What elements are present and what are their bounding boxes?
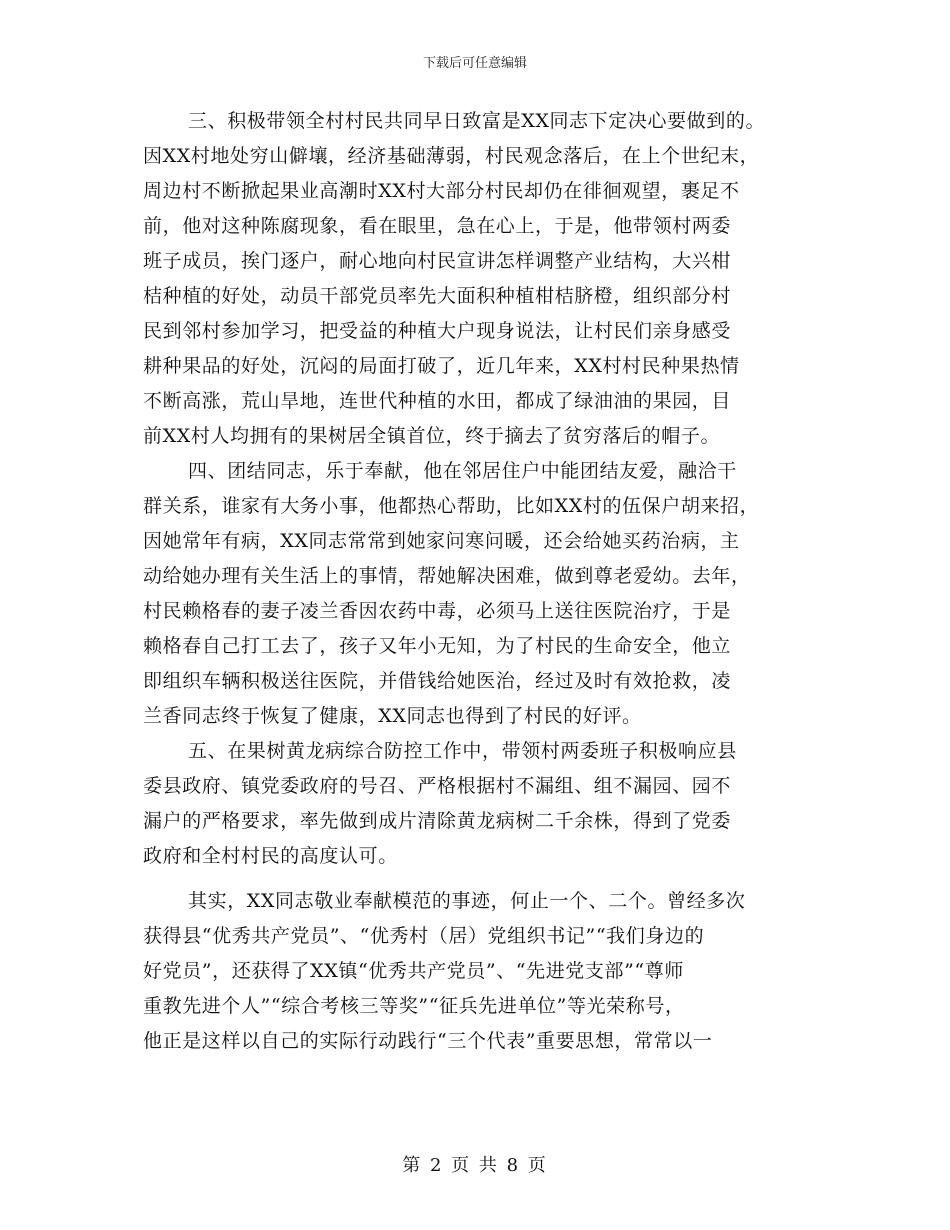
text-line: 前，他对这种陈腐现象，看在眼里，急在心上，于是，他带领村两委	[143, 215, 732, 237]
text-line: 委县政府、镇党委政府的号召、严格根据村不漏组、组不漏园、园不	[143, 775, 732, 797]
text-line: 不断高涨，荒山旱地，连世代种植的水田，都成了绿油油的果园，目	[143, 390, 732, 412]
document-body	[143, 104, 833, 1059]
paragraph-4	[143, 454, 833, 734]
text-line: 三、积极带领全村村民共同早日致富是XX同志下定决心要做到的。	[188, 110, 766, 132]
text-line: 他正是这样以自己的实际行动践行“三个代表”重要思想，常常以一	[143, 1030, 713, 1052]
text-line: 四、团结同志，乐于奉献，他在邻居住户中能团结友爱，融洽干	[188, 460, 737, 482]
text-line: 兰香同志终于恢复了健康，XX同志也得到了村民的好评。	[143, 705, 642, 727]
text-line: 赖格春自己打工去了，孩子又年小无知，为了村民的生命安全，他立	[143, 635, 732, 657]
text-line: 群关系，谁家有大务小事，他都热心帮助，比如XX村的伍保户胡来招，	[143, 495, 760, 517]
paragraph-5	[143, 734, 833, 874]
text-line: 获得县“优秀共产党员”、“优秀村（居）党组织书记”“我们身边的	[143, 925, 705, 947]
text-line: 动给她办理有关生活上的事情，帮她解决困难，做到尊老爱幼。去年，	[143, 565, 751, 587]
page-footer: 第 2 页 共 8 页	[402, 1155, 548, 1176]
text-line: 因她常年有病，XX同志常常到她家问寒问暖，还会给她买药治病，主	[143, 530, 740, 552]
text-line: 即组织车辆积极送往医院，并借钱给她医治，经过及时有效抢救，凌	[143, 670, 732, 692]
text-line: 周边村不断掀起果业高潮时XX村大部分村民却仍在徘徊观望，裹足不	[143, 180, 740, 202]
text-line: 耕种果品的好处，沉闷的局面打破了，近几年来，XX村村民种果热情	[143, 355, 740, 377]
text-line: 班子成员，挨门逐户，耐心地向村民宣讲怎样调整产业结构，大兴柑	[143, 250, 732, 272]
text-line: 好党员”，还获得了XX镇“优秀共产党员”、“先进党支部”“尊师	[143, 960, 684, 982]
text-line: 桔种植的好处，动员干部党员率先大面积种植柑桔脐橙，组织部分村	[143, 285, 732, 307]
text-line: 因XX村地处穷山僻壤，经济基础薄弱，村民观念落后，在上个世纪末，	[143, 145, 760, 167]
paragraph-gap	[143, 874, 833, 884]
paragraph-3	[143, 104, 833, 454]
text-line: 其实，XX同志敬业奉献模范的事迹，何止一个、二个。曾经多次	[188, 890, 746, 912]
text-line: 村民赖格春的妻子凌兰香因农药中毒，必须马上送往医院治疗，于是	[143, 600, 732, 622]
text-line: 政府和全村村民的高度认可。	[143, 845, 398, 867]
text-line: 五、在果树黄龙病综合防控工作中，带领村两委班子积极响应县	[188, 740, 737, 762]
text-line: 民到邻村参加学习，把受益的种植大户现身说法，让村民们亲身感受	[143, 320, 732, 342]
paragraph-summary	[143, 884, 833, 1059]
page-header: 下载后可任意编辑	[422, 56, 527, 71]
text-line: 前XX村人均拥有的果树居全镇首位，终于摘去了贫穷落后的帽子。	[143, 425, 721, 447]
text-line: 漏户的严格要求，率先做到成片清除黄龙病树二千余株，得到了党委	[143, 810, 732, 832]
text-line: 重教先进个人”“综合考核三等奖”“征兵先进单位”等光荣称号，	[143, 995, 685, 1017]
